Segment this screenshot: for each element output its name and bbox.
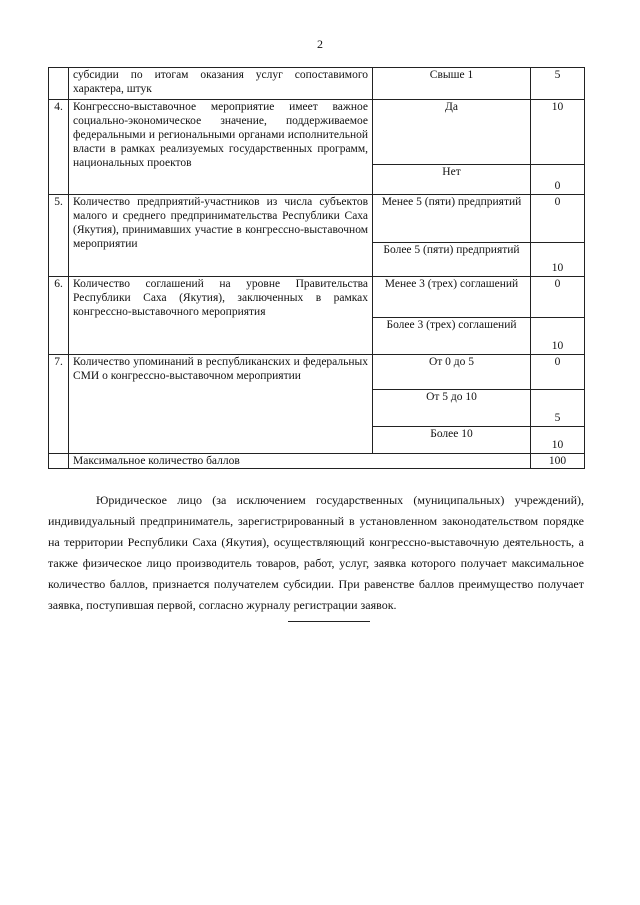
table-row xyxy=(49,277,585,318)
score-value: 5 xyxy=(531,68,585,100)
condition-text: Да xyxy=(373,100,531,165)
table-row xyxy=(49,355,585,390)
criterion-text: Конгрессно-выставочное мероприятие имеет важное социально-экономическое значение, поддерживаемое федеральными и региональными органами исполнительной власти в рамках реализуемых государственных программ, национальных проектов xyxy=(69,100,373,195)
table-row xyxy=(49,100,585,165)
table-row-total xyxy=(49,454,585,469)
condition-text: От 5 до 10 xyxy=(373,390,531,427)
condition-text: Менее 3 (трех) соглашений xyxy=(373,277,531,318)
total-label: Максимальное количество баллов xyxy=(69,454,531,469)
body-text xyxy=(48,490,584,616)
score-value: 10 xyxy=(531,318,585,355)
score-value: 10 xyxy=(531,100,585,165)
condition-text: Нет xyxy=(373,165,531,195)
row-number: 4. xyxy=(49,100,69,195)
criterion-text: субсидии по итогам оказания услуг сопоставимого характера, штук xyxy=(69,68,373,100)
body-paragraph: Юридическое лицо (за исключением государственных (муниципальных) учреждений), индивидуальный предприниматель, зарегистрированный в установленном законодательством порядке на территории Республики Саха (Якутия), осуществляющий конгрессно-выставочную деятельность, а также физическое лицо производитель товаров, работ, услуг, заявка которого получает максимальное количество баллов, признается получателем субсидии. При равенстве баллов преимущество получает заявка, поступившая первой, согласно журналу регистрации заявок. xyxy=(48,493,584,612)
criterion-text: Количество упоминаний в республиканских и федеральных СМИ о конгрессно-выставочном мероприятии xyxy=(69,355,373,454)
score-value: 0 xyxy=(531,195,585,243)
score-value: 10 xyxy=(531,427,585,454)
condition-text: Более 10 xyxy=(373,427,531,454)
row-number xyxy=(49,454,69,469)
score-value: 0 xyxy=(531,355,585,390)
row-number: 7. xyxy=(49,355,69,454)
condition-text: Менее 5 (пяти) предприятий xyxy=(373,195,531,243)
table-row xyxy=(49,195,585,243)
score-value: 0 xyxy=(531,165,585,195)
condition-text: Свыше 1 xyxy=(373,68,531,100)
score-value: 0 xyxy=(531,277,585,318)
criteria-table xyxy=(48,67,585,469)
condition-text: Более 3 (трех) соглашений xyxy=(373,318,531,355)
condition-text: Более 5 (пяти) предприятий xyxy=(373,243,531,277)
criterion-text: Количество соглашений на уровне Правительства Республики Саха (Якутия), заключенных в рамках конгрессно-выставочного мероприятия xyxy=(69,277,373,355)
table-row-continuation xyxy=(49,68,585,100)
row-number: 5. xyxy=(49,195,69,277)
condition-text: От 0 до 5 xyxy=(373,355,531,390)
end-divider-line xyxy=(288,621,370,622)
row-number xyxy=(49,68,69,100)
criterion-text: Количество предприятий-участников из числа субъектов малого и среднего предпринимательства Республики Саха (Якутия), принимавших участие в конгрессно-выставочном мероприятии xyxy=(69,195,373,277)
score-value: 10 xyxy=(531,243,585,277)
page-number: 2 xyxy=(317,37,323,51)
score-value: 5 xyxy=(531,390,585,427)
total-score: 100 xyxy=(531,454,585,469)
row-number: 6. xyxy=(49,277,69,355)
